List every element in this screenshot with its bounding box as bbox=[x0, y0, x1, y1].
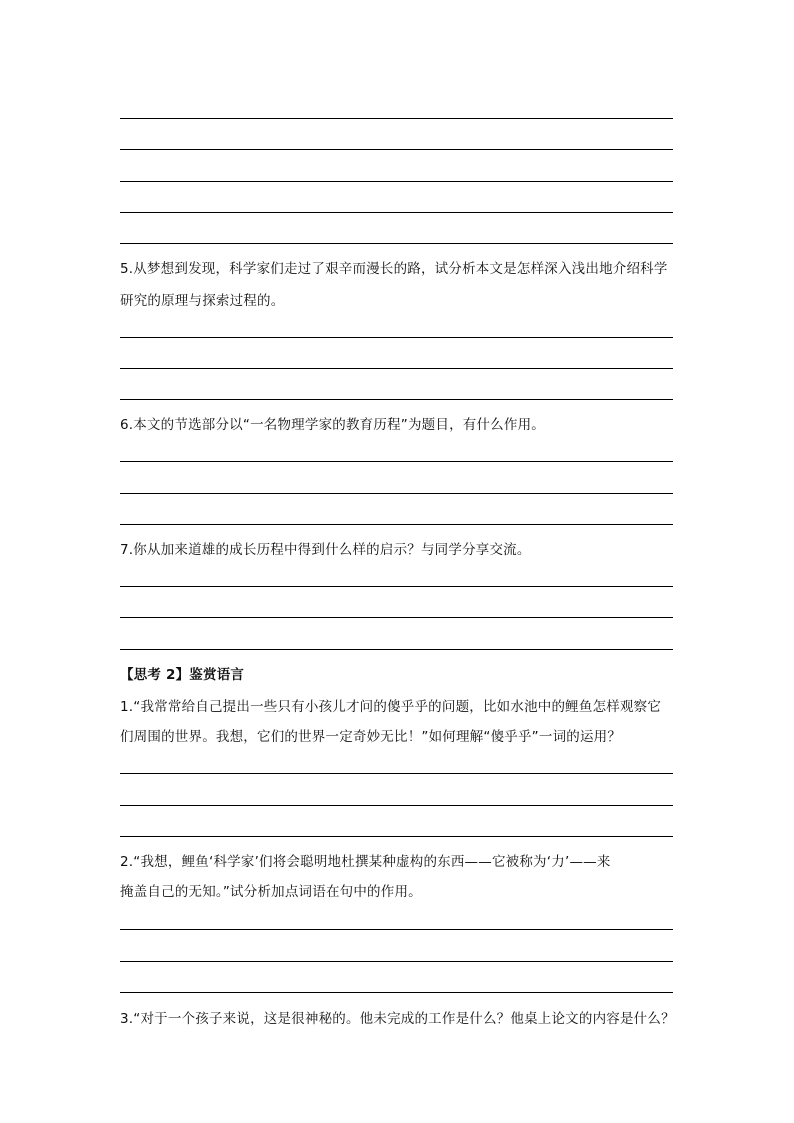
question-5-line-1: 5.从梦想到发现，科学家们走过了艰辛而漫长的路，试分析本文是怎样深入浅出地介绍科学 bbox=[120, 261, 668, 277]
answer-line bbox=[120, 524, 673, 525]
answer-line bbox=[120, 992, 673, 993]
answer-line bbox=[120, 243, 673, 244]
question-5-line-2: 研究的原理与探索过程的。 bbox=[120, 293, 285, 309]
answer-line bbox=[120, 368, 673, 369]
appreciation-question-1-line-2: 们周围的世界。我想，它们的世界一定奇妙无比！”如何理解“傻乎乎”一词的运用？ bbox=[120, 729, 622, 745]
answer-line bbox=[120, 461, 673, 462]
appreciation-question-2-line-2: 掩盖自己的无知。”试分析加点词语在句中的作用。 bbox=[120, 884, 422, 900]
answer-line bbox=[120, 805, 673, 806]
answer-line bbox=[120, 617, 673, 618]
answer-line bbox=[120, 493, 673, 494]
answer-line bbox=[120, 149, 673, 150]
question-6-line-1: 6.本文的节选部分以“一名物理学家的教育历程”为题目，有什么作用。 bbox=[120, 417, 545, 433]
answer-line bbox=[120, 181, 673, 182]
answer-line bbox=[120, 212, 673, 213]
answer-line bbox=[120, 399, 673, 400]
section-heading: 【思考 2】鉴赏语言 bbox=[120, 667, 245, 683]
appreciation-question-3-line-1: 3.“对于一个孩子来说，这是很神秘的。他未完成的工作是什么？他桌上论文的内容是什么？ bbox=[120, 1011, 675, 1027]
answer-line bbox=[120, 836, 673, 837]
answer-line bbox=[120, 337, 673, 338]
answer-line bbox=[120, 649, 673, 650]
answer-line bbox=[120, 118, 673, 119]
answer-line bbox=[120, 929, 673, 930]
answer-line bbox=[120, 773, 673, 774]
appreciation-question-2-line-1: 2.“我想，鲤鱼‘科学家’们将会聪明地杜撰某种虚构的东西——它被称为‘力’——来 bbox=[120, 854, 611, 870]
appreciation-question-1-line-1: 1.“我常常给自己提出一些只有小孩儿才问的傻乎乎的问题，比如水池中的鲤鱼怎样观察它 bbox=[120, 699, 662, 715]
question-7-line-1: 7.你从加来道雄的成长历程中得到什么样的启示？与同学分享交流。 bbox=[120, 542, 531, 558]
answer-line bbox=[120, 586, 673, 587]
answer-line bbox=[120, 961, 673, 962]
